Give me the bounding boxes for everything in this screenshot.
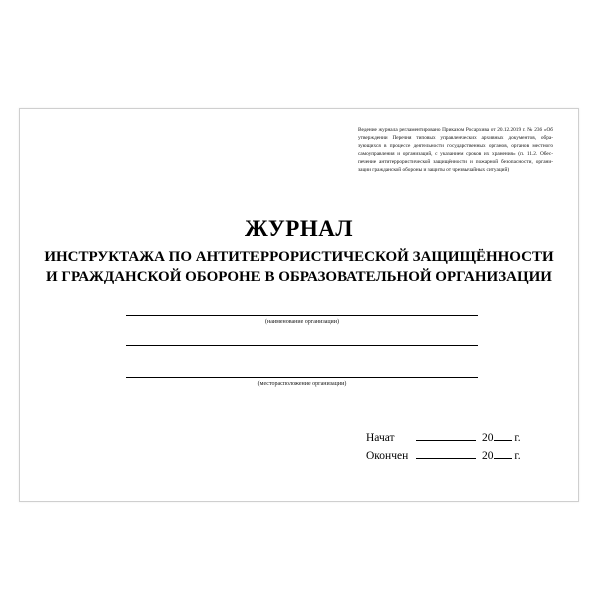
year-prefix: 20 (482, 432, 494, 444)
journal-subtitle-line-2: И ГРАЖДАНСКОЙ ОБОРОНЕ В ОБРАЗОВАТЕЛЬНОЙ ОРГАНИЗАЦИИ (46, 269, 552, 285)
ended-date-row (366, 448, 521, 463)
notice-line: Ведение журнала регламентировано Приказом Росархива от 20.12.2019 г. № 236 (358, 127, 543, 133)
regulation-notice (358, 126, 553, 175)
notice-line: печение антитеррористической защищённости и пожарной безопасности, органи- (358, 159, 553, 166)
org-name-caption: (наименование организации) (265, 319, 339, 325)
year-suffix: г. (514, 432, 521, 444)
ended-year-blank (494, 448, 512, 459)
ended-label: Окончен (366, 450, 409, 462)
notice-line: зующихся в процессе деятельности государственных органов, органов местного (358, 143, 553, 150)
year-prefix: 20 (482, 450, 494, 462)
notice-line: самоуправления и организаций, с указанием сроков их хранения» (п. 11.2. Обес- (358, 151, 553, 158)
org-name-fill-line (126, 315, 478, 316)
journal-subtitle-line-1: ИНСТРУКТАЖА ПО АНТИТЕРРОРИСТИЧЕСКОЙ ЗАЩИЩЁННОСТИ (44, 249, 554, 265)
org-location-caption: (месторасположение организации) (257, 381, 347, 387)
org-location-fill-line (126, 377, 478, 378)
started-year-blank (494, 430, 512, 441)
started-date-blank (416, 430, 476, 441)
notice-line: зации гражданской обороны и защиты от чрезвычайных ситуаций) (358, 167, 510, 174)
org-name-fill-line-2 (126, 345, 478, 346)
notice-line: «Об утверждении Перечня типовых управленческих архивных документов, обра- (358, 127, 553, 142)
started-label: Начат (366, 432, 395, 444)
journal-title: ЖУРНАЛ (245, 216, 353, 241)
journal-cover-page (19, 108, 579, 502)
started-date-row (366, 430, 521, 445)
year-suffix: г. (514, 450, 521, 462)
ended-date-blank (416, 448, 476, 459)
